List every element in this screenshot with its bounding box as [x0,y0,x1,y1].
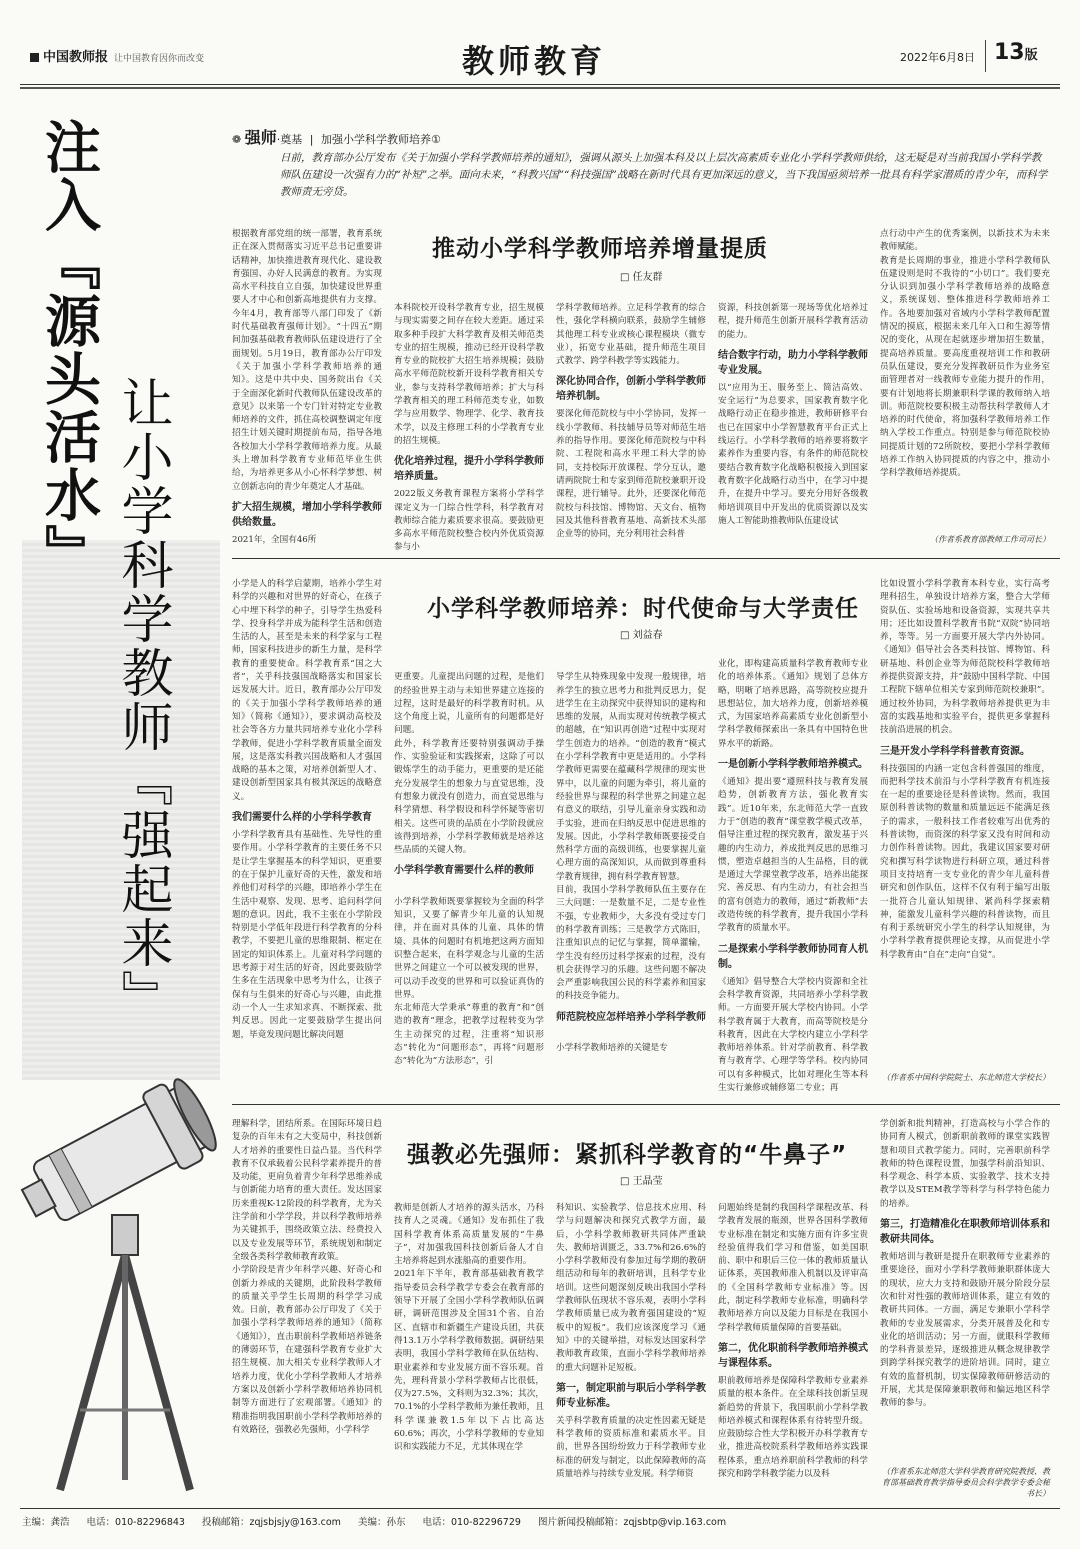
swirl-icon: ❁ [232,133,242,146]
footer-email-1[interactable]: 投稿邮箱：zqjsbjsjy@163.com [202,1517,341,1528]
article-1-col-5: 点行动中产生的优秀案例，以新技术为未来教师赋能。 教育是长周期的事业，推进小学科学教师队伍建设则是时不我待的“小切口”。我们要充分认识到加强小学科学教师培养的战略意义，系统谋划、整体推进科学教师培养工作。各地要加强对省域内小学科学教师配置情况的摸底，根据未来几年入口和生源等情况的变化，从现在起就逐步增加招生数量，提高培养质量。要高度重视培训工作和教研员队伍建设，要充分发挥教研员作为业务室面管理者对一线教师专业能力提升的作用，要有计划地将长期兼职科学课的教师纳入培训。师范院校要积极主动帮扶科学教师人才培养的时代使命，将加强科学教师培养工作纳入学校工作重点。特别是参与师范院校协同提质计划的72所院校，要把小学科学教师培养工作纳入协同提质的内容之中，推动小学科学教师培养提质。 [880,229,1050,479]
article-1-col-2: 本科院校开设科学教育专业，招生规模与现实需要之间存在较大差距。通过采取多种手段扩大科学教育及相关师范类专业的招生规模，推动已经开设科学教育专业的院校扩大招生培养规模；鼓励高水平师范院校新开设科学教育相关专业，参与支持科学教师培养；扩大与科学教育相关的理工科师范类专业，如数学与应用数学、物理学、化学、教育技术学，以及主修理工科的小学教育专业的招生规模。 优化培养过程，提升小学科学教师培养质量。 2022版义务教育课程方案将小学科学课定义为一门综合性学科，科学教育对教师综合能力素质要求很高。要鼓励更多高水平师范院校整合校内外优质资源参与小 [394,303,544,553]
page-suffix: 版 [1024,48,1038,63]
article-2-author-note: （作者系中国科学院院士、东北师范大学校长） [882,1073,1050,1082]
article-3-col-4: 问题始终是制约我国科学课程改革、科学教育发展的瓶颈，世界各国科学教师专业标准在制定和实施方面有许多宝贵经验值得我们学习和借鉴，如美国职前、职中和职后三位一体的教师质量认证体系，英国教师准入机制以及评审高的《全国科学教师专业标准》等。因此，制定科学教师专业标准，明确科学教师培养方向以及能力目标是在我国小学科学教师质量保障的首要基础。 第二，优化职前科学教师培养模式与课程体系。 职前教师培养是保障科学教师专业素养质量的根本条件。在全球科技创新呈现新趋势的背景下，我国职前小学科学教师培养模式和课程体系有待转型升级。应鼓励综合性大学积极开办科学教育专业，推进高校院系科学教师培养实践课程体系，重点培养职前科学教师的科学探究和跨学科教学能力以及科 [718,1203,868,1480]
article-2-col-4: 业化，即构建高质量科学教育教师专业化的培养体系。《通知》规划了总体方略，明晰了培养思路，高等院校应提升思想站位，加大培养力度，创新培养模式，为国家培养高素质专业化创新型小学科学教师探索出一条具有中国特色世界水平的新路。 一是创新小学科学教师培养模式。 《通知》提出要“遵照科技与教育发展趋势，创新教育方法，强化教育实践”。近10年来，东北师范大学一直致力于“创造的教育”课堂教学模式改革，倡导注重过程的探究教育，激发基于兴趣的内生动力，养成批判反思的思维习惯，塑造卓越担当的人生品格，目的就是通过大学课堂教学改革，培养出能探究、善反思、有内生动力，有社会担当的富有创造力的教师，通过“新教师”去改造传统的科学教育，提升我国小学科学教育的质量水平。 二是探索小学科学教师协同育人机制。 《通知》倡导整合大学校内资源和全社会科学教育资源，共同培养小学科学教师。一方面要开展大学校内协同。小学科学教育属于大教育，而高等院校是分科教育，因此在大学校内建立小学科学教师培养体系。针对学前教育、科学教育与教育学、心理学等学科。校内协同可以有多种模式，比如对理化生等本科生实行兼修或辅修第二专业；再 [718,659,868,1094]
article-3-col-3: 科知识、实验教学、信息技术应用、科学与问题解决和探究式教学方面，最后，小学科学教师教研共同体严重缺失、教师培训匮乏，33.7%和26.6%的小学科学教师没有参加过每学期的教研组活动和每年的教研培训，且科学专业培训。这些问题深刻反映出我国小学科学教师队伍现状不容乐观，表明小学科学教师质量已成为教育强国建设的“短板中的短板”。我们应该深度学习《通知》中的关键举措，对标发达国家科学教师教育政策，直面小学科学教师培养的重大问题补足短板。 第一，制定职前与职后小学科学教师专业标准。 关乎科学教育质量的决定性因素无疑是科学教师的资质标准和素质水平。目前，世界各国纷纷致力于科学教师专业标准的研发与制定，以此保障教师的高质量培养与持续专业发展。科学师资 [556,1203,706,1480]
column-topic: ·奠基 [276,133,303,146]
article-2-title: 小学科学教师培养：时代使命与大学责任 [427,596,859,622]
article-3 [232,1112,1052,1507]
paper-name: 中国教师报 [43,50,109,65]
intro-paragraph: 日前，教育部办公厅发布《关于加强小学科学教师培养的通知》，强调从源头上加强本科及以上层次高素质专业化小学科学教师供给，这无疑是对当前我国小学科学教师队伍建设一次强有力的“补短”之举。面向未来，“科教兴国”“科技强国”战略在新时代具有更加深远的意义，当下我国亟须培养一批具有科学家潜质的青少年，而科学教师责无旁贷。 [280,152,1048,198]
article-2-subhead-6: 三是开发小学科学科普教育资源。 [880,745,1030,757]
footer-phone-2: 电话：010-82296729 [422,1517,521,1528]
article-1-col-4: 资源，科技创新第一现场等优化培养过程，提升师范生创新开展科学教育活动的能力。 结合数字行动，助力小学科学教师专业发展。 以“应用为王、服务至上、简洁高效、安全运行”为总要求，国家教育数字化战略行动正在稳步推进，教师研修平台也已在国家中小学智慧教育平台正式上线运行。小学科学教师的培养要将数字素养作为重要内容，有条件的师范院校要结合教育数字化战略积极接入到国家教育数字化战略行动当中，在学习中提升，在提升中学习。要充分用好各级教师培训项目中开发出的优质资源以及实施人工智能助推教师队伍建设试 [718,303,868,526]
article-1-subhead-1: 扩大招生规模，增加小学科学教师供给数量。 [232,501,382,528]
article-2-col-3: 导学生从特殊现象中发现一般规律，培养学生的独立思考力和批判反思力，促进学生在主动探究中获得知识的建构和思维的发展，从而实现对传统教学模式的超越，在“知识再创造”过程中实现对学生创造力的培养。“创造的教育”模式在小学科学教育中更是适用的。小学科学教师更需要在蕴藏科学规律的现实世界中，以儿童的问题为牵引，将儿童的经验世界与课程的科学世界之间建立起有意义的联结，引导儿童亲身实践和动手实验，进而在归纳反思中促进思维的发展。因此，小学科学教师既要接受自然科学方面的高级训练，也要掌握儿童心理方面的高深知识，从而做到尊重科学教育规律，拥有科学教育智慧。 目前，我国小学科学教师队伍主要存在三大问题：一是数量不足，二是专业性不强，专业教师少，大多没有受过专门的科学教育训练；三是教学方式陈旧，注重知识点的记忆与掌握，简单灌输，学生没有经历过科学探索的过程，没有机会获得学习的乐趣。这些问题不解决会严重影响我国公民的科学素养和国家的科技竞争能力。 师范院校应怎样培养小学科学教师 小学科学教师培养的关键是专 [556,672,706,1054]
masthead-rule [20,84,1060,85]
banner-headline-2: 让小学科学教师『强起来』 [112,376,172,1024]
article-3-col-1: 理解科学，团结所系。在国际环境日趋复杂的百年未有之大变局中，科技创新人才培养的重要性日益凸显。当代科学教育不仅承载着公民科学素养提升的普及功能，更肩负着青少年科学思维养成与创新能力培育的重大责任。发达国家历来重视K-12阶段的科学教育，尤为关注学前和小学学段，并以科学教师培养为关键抓手，围绕政策立法、经费投入以及专业发展等环节，系统规划和制定全级各类科学教师教育政策。 小学阶段是青少年科学兴趣、好奇心和创新力养成的关键期，此阶段科学教师的质量关乎学生长周期的科学学习成效。日前，教育部办公厅印发了《关于加强小学科学教师培养的通知》（简称《通知》），直击职前科学教师培养链条的薄弱环节，在建强科学教育专业扩大招生规模、加大相关专业科学教师人才培养力度，优化小学科学教师人才培养方案以及创新小学科学教师培养协同机制等方面进行了宏观部署。《通知》的精准指明我国职前小学科学教师培养的有效路径，强教必先强师，小学科学 [232,1119,382,1435]
masthead-rule-thick [20,87,1060,89]
article-2-subhead-3: 师范院校应怎样培养小学科学教师 [556,1011,706,1023]
column-header: ❁ 强师·奠基 | 加强小学科学教师培养① [232,128,441,147]
masthead [0,0,1080,86]
article-3-author-note: （作者系东北师范大学科学教育研究院教授、教育部基础教育教学指导委员会科学教学专委会秘书长） [882,1467,1050,1498]
article-1-author-note: （作者系教育部教师工作司司长） [930,535,1050,544]
masthead-divider [985,40,986,72]
article-3-subhead-3: 第三，打造精准化在职教师培训体系和教研共同体。 [880,1219,1050,1246]
article-2-subhead-5: 二是探索小学科学教师协同育人机制。 [718,943,868,970]
issue-date: 2022年6月8日 [900,51,975,64]
article-2 [232,568,1052,1098]
article-2-author: □ 刘益春 [620,630,663,641]
article-3-title: 强教必先强师：紧抓科学教育的“牛鼻子” [407,1142,848,1168]
column-series: 加强小学科学教师培养① [320,133,441,146]
page-number [994,40,1038,65]
article-1-col-1: 根据教育部党组的统一部署，教育系统正在深入贯彻落实习近平总书记重要讲话精神，加快推进教育现代化、建设教育强国、办好人民满意的教育。为实现高水平科技自立自强，加快建设世界重要人才中心和创新高地提供有力支撑。今年4月，教育部等八部门印发了《新时代基础教育强师计划》。“十四五”期间加强基础教育教师队伍建设进行了全面规划。5月19日，教育部办公厅印发《关于加强小学科学教师培养的通知》。这是中共中央、国务院出台《关于全面深化新时代教师队伍建设改革的意见》以来第一个专门针对特定专业教师培养的文件，抓住高校调整调定年度招生计划关键时期提前布局，指导各地各校加大小学科学教师培养力度。从最头上增加科学教育专业师范毕业生供给，为培养更多从小心怀科学梦想、树立创新志向的青少年奠定人才基础。 扩大招生规模，增加小学科学教师供给数量。 2021年，全国有46所 [232,229,382,545]
article-1-col-3: 学科学教师培养。立足科学教育的综合性，强化学科横向联系，鼓励学生辅修其他理工科专业或核心课程模块（微专业），拓宽专业基础，提升师范生项目式教学、跨学科教学等实践能力。 深化协同合作，创新小学科学教师培养机制。 要深化师范院校与中小学协同，发挥一线小学教师、科技辅导员等对师范生培养的指导作用。要深化师范院校与中科院、工程院和高水平理工科大学的协同，支持校际开放课程、学分互认，邀请两院院士和专家到师范院校兼职开设课程，进行辅导。此外，还要深化师范院校与科技馆、博物馆、天文台、植物园及其他科普教育基地、高新技术头部企业等的协同，充分利用社会科普 [556,303,706,540]
footer-editor: 主编：龚浩 [22,1517,70,1528]
article-2-col-2: 更重要。儿童提出问题的过程，是他们的经验世界主动与未知世界建立连接的过程，这时是最好的科学教育时机。从这个角度上说，儿童所有的问题都是好问题。 此外，科学教育还要特别强调动手操作、实验验证和实践探索，这除了可以锻炼学生的动手能力，更重要的是还能充分发展学生的想象力与直觉思维，没有想象力就没有创造力，而直觉思维与科学猜想、科学假设和科学怀疑等密切相关。这些可贵的品质在小学阶段就应该得到培养，小学科学教师就是培养这些品质的关键人物。 小学科学教育需要什么样的教师 小学科学教师既要掌握较为全面的科学知识，又要了解青少年儿童的认知规律，并在面对具体的儿童、具体的情境、具体的问题时有机地把这两方面知识整合起来，在科学观念与儿童的生活世界之间建立一个可以被发现的世界，可以动手改变的世界和可以验证真伪的世界。 东北师范大学秉承“尊重的教育”和“创造的教育”理念，把教学过程转变为学生主动探究的过程，注重将“知识形态”转化为“问题形态”，再将“问题形态”转化为“方法形态”，引 [394,672,544,1067]
logo-square-icon [30,53,39,62]
article-1-author: □ 任友群 [620,272,663,283]
article-2-subhead-4: 一是创新小学科学教师培养模式。 [718,759,868,771]
article-3-subhead-1: 第一，制定职前与职后小学科学教师专业标准。 [556,1382,706,1409]
article-divider-2 [232,1104,1060,1105]
footer-designer: 美编：孙东 [357,1517,406,1528]
telescope-illustration [20,1010,230,1510]
footer-email-2[interactable]: 图片新闻投稿邮箱：zqjsbtp@vip.163.com [537,1517,727,1528]
section-title: 教师教育 [462,42,607,80]
banner-headline-1: 注入『源头活水』 [36,118,101,582]
article-1 [232,222,1052,552]
article-1-title: 推动小学科学教师培养增量提质 [432,236,768,262]
article-2-col-1: 小学是人的科学启蒙期，培养小学生对科学的兴趣和对世界的好奇心，在孩子心中埋下科学的种子，引导学生热爱科学、投身科学并成为能科学生活和创造生活的人，甚至是未来的科学家与工程师，国家科技进步的新生力量，是科学教育的重要使命。科学教育系“国之大者”，关乎科技强国战略落实和国家长远发展大计。近日，教育部办公厅印发的《关于加强小学科学教师培养的通知》（简称《通知》），要求调动高校及社会等各方力量共同培养专业化小学科学教师，促进小学科学教育质量全面发展，这是落实科教兴国战略和人才强国战略的基本之策，对培养创新型人才、建设创新型国家具有极其深远的战略意义。 我们需要什么样的小学科学教育 小学科学教育具有基础性、先导性的重要作用。小学科学教育的主要任务不只是让学生掌握基本的科学知识，更重要的在于保护儿童好奇的天性，激发和培养他们对科学的兴趣，即培养小学生在生活中观察、发现、思考、追问科学问题的意识。因此，我不主张在小学阶段特别是小学低年段进行科学教育的分科教学，不要把儿童的思维限制、框定在固定的知识体系上。儿童对科学问题的思考源于对生活的好奇，因此要鼓励学生多在生活现象中思考为什么，让孩子保有与生俱来的好奇心与兴趣，由此推动一个人一生求知求真、不断探索、批判反思。因此一定要鼓励学生提出问题，毕竟发现问题比解决问题 [232,579,382,1040]
newspaper-logo [30,46,204,65]
article-3-author: □ 王晶莹 [620,1176,663,1187]
telescope-icon [9,1072,224,1490]
article-1-subhead-3: 深化协同合作，创新小学科学教师培养机制。 [556,376,706,403]
article-2-subhead-1: 我们需要什么样的小学科学教育 [232,812,372,824]
article-2-subhead-2: 小学科学教育需要什么样的教师 [394,865,534,877]
article-2-col-5: 比如设置小学科学教育本科专业，实行高考理科招生，单独设计培养方案，整合大学师资队伍、实验场地和设备资源，实现共享共用；还比如设置科学教育书院“双院”协同培养，等等。另一方面要开展大学内外协同。《通知》倡导社会各类科技馆、博物馆、科研基地、科创企业等为师范院校科学教师培养提供资源支持，并“鼓励中国科学院、中国工程院下辖单位相关专家到师范院校兼职”。通过校外协同，为科学教师培养提供更为丰富的实践基地和实验平台，提供更多掌握科技前沿进展的机会。 三是开发小学科学科普教育资源。 科技强国的内涵一定包含科普强国的维度，而把科学技术前沿与小学科学教育有机连接在一起的重要途径是科普读物。然而，我国原创科普读物的数量和质量远远不能满足孩子的需求，一般科技工作者较难写出优秀的科普读物，而资深的科学家又没有时间和动力创作科普读物。因此，我建议国家要对研究和撰写科学读物进行科研立项，通过科普项目支持培育一支专业化的青少年儿童科普研究和创作队伍，这样不仅有利于编写出版一批符合儿童认知规律、紧尚科学探索精神，能激发儿童科学兴趣的科普读物，而且有利于系统研究小学生的科学认知规律，为小学科学教育提供理论支撑，从而促进小学科学教育由“自在”走向“自觉”。 [880,579,1050,960]
page-number-value: 13 [994,40,1025,65]
article-3-subhead-2: 第二，优化职前科学教师培养模式与课程体系。 [718,1342,868,1369]
article-divider-1 [232,558,1060,559]
slogan: 让中国教育因你而改变 [114,54,205,64]
article-3-col-2: 教师是创新人才培养的源头活水，乃科技育人之灵魂。《通知》发布抓住了我国科学教育体系高质量发展的“牛鼻子”，对加强我国科技创新后备人才自主培养将起到水涨船高的重要作用。 2021年下半年，教育部基础教育教学指导委员会科学教学专委会在教育部的领导下开展了全国小学科学教师队伍调研，调研范围涉及全国31个省、自治区、直辖市和新疆生产建设兵团，共获得13.1万小学科学教师数据。调研结果表明，我国小学科学教师在队伍结构、职业素养和专业发展方面不容乐观。首先，理科背景小学科学教师占比很低，仅为27.5%，文科则为32.3%；其次，70.1%的小学科学教师为兼任教师，且科学课兼教1.5年以下占比高达60.6%；再次，小学科学教师的专业知识和实践能力不足，尤其体现在学 [394,1203,544,1453]
footer [22,1514,1062,1528]
article-1-subhead-2: 优化培养过程，提升小学科学教师培养质量。 [394,456,544,483]
column-brand: 强师 [244,128,277,147]
footer-phone-1: 电话：010-82296843 [86,1517,185,1528]
footer-rule [20,1508,1060,1509]
article-1-subhead-4: 结合数字行动，助力小学科学教师专业发展。 [718,349,868,376]
article-3-col-5: 学创新和批判精神，打造高校与小学合作的协同育人模式，创新职前教师的课堂实践智慧和项目式教学能力。同时，完善职前科学教师的特色课程设置，加强学科前沿知识、科学观念、科学本质、实验教学、技术支持教学以及STEM教学等科学与科学特色能力的培养。 第三，打造精准化在职教师培训体系和教研共同体。 教师培训与教研是提升在职教师专业素养的重要途径，面对小学科学教师兼职群体庞大的现状，应大力支持和鼓励开展分阶段分层次和针对性强的教师培训体系，建立有效的教研共同体。一方面，满足专兼职小学科学教师的专业发展需求，分类开展普及化和专业化的培训活动；另一方面，就眼科学教师的学科背景差异，逐级推进从概念规律教学到跨学科探究教学的进阶培训。同时，建立有效的监督机制，切实保障教师研修活动的开展，尤其是保障兼职教师和偏远地区科学教师的参与。 [880,1119,1050,1409]
